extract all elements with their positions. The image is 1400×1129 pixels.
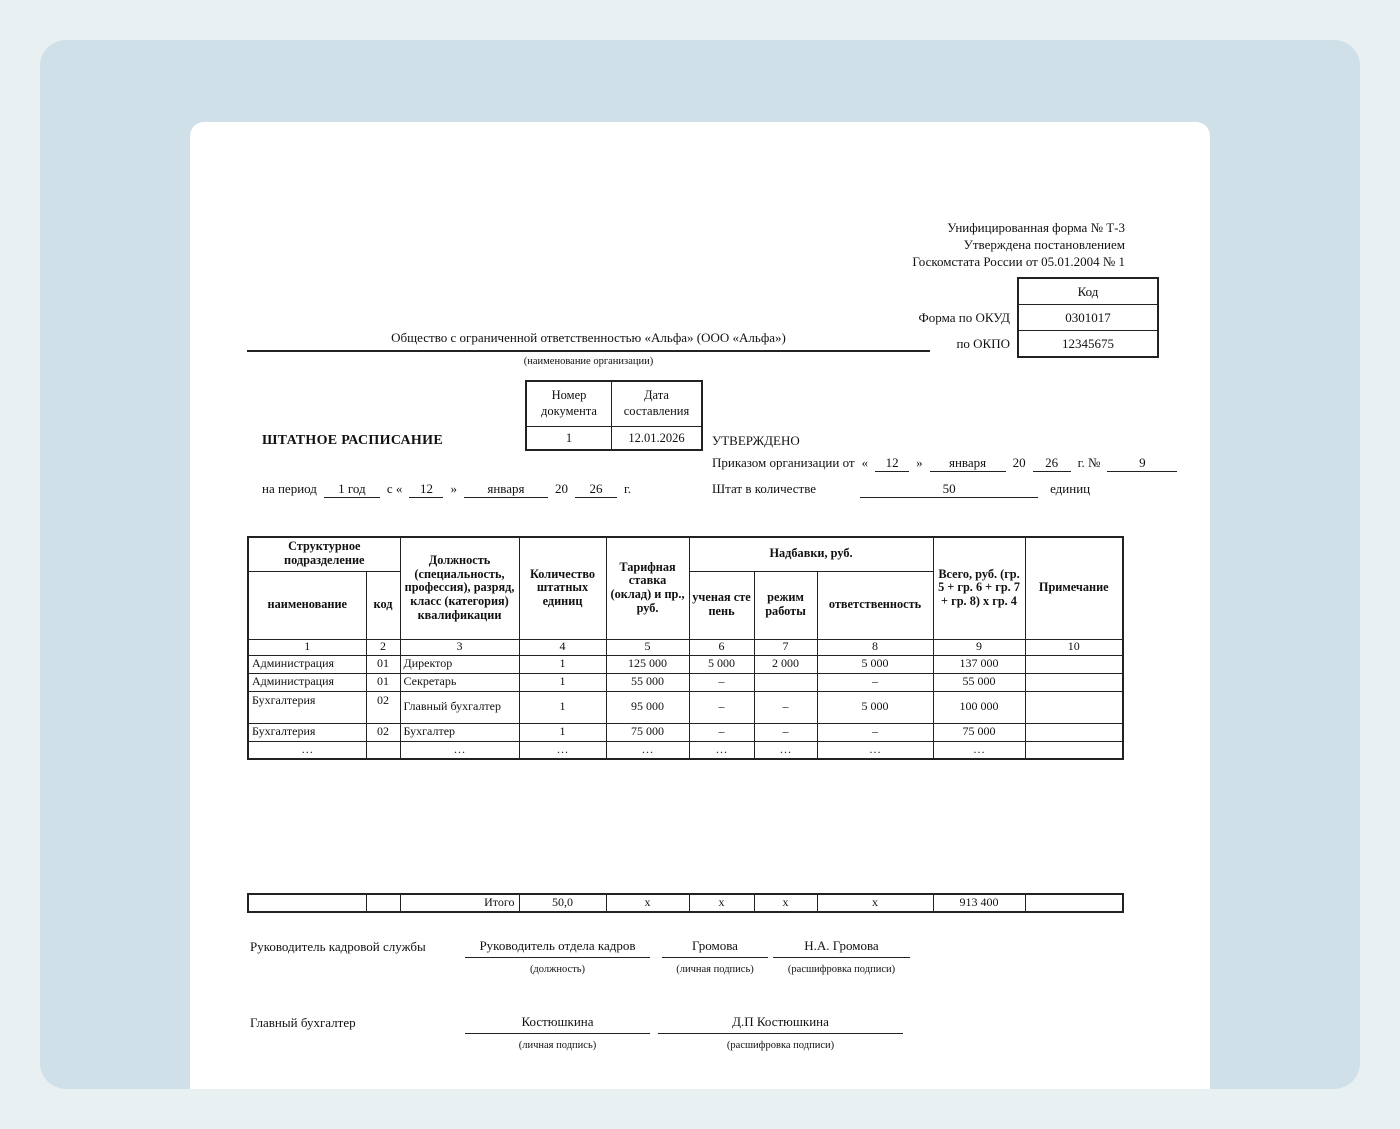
period-year-field: 26 <box>575 481 617 498</box>
table-cell: – <box>817 723 933 741</box>
hr-head-name-field: Н.А. Громова <box>773 936 910 958</box>
order-number-label: г. № <box>1077 455 1101 470</box>
col-number: 2 <box>366 639 400 655</box>
table-row <box>1018 278 1158 305</box>
period-line <box>262 481 631 498</box>
chief-accountant-role: Главный бухгалтер <box>250 1015 356 1030</box>
col-number: 10 <box>1025 639 1123 655</box>
order-number-field: 9 <box>1107 455 1177 472</box>
table-cell: x <box>689 894 754 912</box>
order-year-field: 26 <box>1033 455 1071 472</box>
period-label: на период <box>262 481 317 496</box>
header-code: код <box>366 571 400 639</box>
name-caption: (расшифровка подписи) <box>726 1040 835 1051</box>
header-name: наименование <box>248 571 366 639</box>
quote-close: » <box>916 455 923 470</box>
header-total: Всего, руб. (гр. 5 + гр. 6 + гр. 7 + гр. 8) х гр. 4 <box>933 537 1025 639</box>
table-cell: … <box>606 741 689 759</box>
table-cell: 125 000 <box>606 655 689 673</box>
table-cell: 100 000 <box>933 691 1025 723</box>
table-cell: 01 <box>366 655 400 673</box>
table-cell <box>1025 894 1123 912</box>
table-cell: … <box>400 741 519 759</box>
period-day-field: 12 <box>409 481 443 498</box>
table-cell: … <box>817 741 933 759</box>
table-row <box>248 655 1123 673</box>
table-cell: Главный бухгалтер <box>400 691 519 723</box>
order-century: 20 <box>1012 455 1026 470</box>
doc-number-value: 1 <box>526 427 612 451</box>
table-row <box>1018 305 1158 331</box>
form-meta-block <box>912 219 1125 270</box>
table-header-row <box>248 537 1123 571</box>
staff-count-field: 50 <box>860 481 1038 498</box>
table-cell: … <box>519 741 606 759</box>
doc-number-box <box>525 380 703 451</box>
table-cell: 5 000 <box>817 655 933 673</box>
col-number: 5 <box>606 639 689 655</box>
totals-table <box>247 893 1124 913</box>
col-number: 4 <box>519 639 606 655</box>
table-cell: – <box>754 691 817 723</box>
table-row <box>1018 331 1158 358</box>
table-cell: … <box>754 741 817 759</box>
table-cell: Бухгалтерия <box>248 723 366 741</box>
okud-value: 0301017 <box>1018 305 1158 331</box>
table-cell: 5 000 <box>689 655 754 673</box>
table-cell: x <box>817 894 933 912</box>
col-number: 9 <box>933 639 1025 655</box>
table-cell: – <box>689 723 754 741</box>
header-note: Примечание <box>1025 537 1123 639</box>
table-cell: Секретарь <box>400 673 519 691</box>
table-cell <box>1025 655 1123 673</box>
quote-open: « <box>861 455 869 470</box>
staffing-table <box>247 536 1124 760</box>
table-cell <box>248 894 366 912</box>
document-page <box>190 122 1210 1089</box>
table-cell: Администрация <box>248 673 366 691</box>
table-cell: 1 <box>519 655 606 673</box>
table-cell <box>366 894 400 912</box>
table-cell: 55 000 <box>933 673 1025 691</box>
table-cell: 01 <box>366 673 400 691</box>
table-cell <box>1025 673 1123 691</box>
col-number: 7 <box>754 639 817 655</box>
order-label: Приказом организации от <box>712 455 855 470</box>
period-century: 20 <box>554 481 568 496</box>
position-caption: (должность) <box>529 964 586 975</box>
order-day-field: 12 <box>875 455 909 472</box>
code-box <box>1017 277 1159 358</box>
staff-count-line <box>712 481 1090 498</box>
table-cell: 55 000 <box>606 673 689 691</box>
totals-count: 50,0 <box>519 894 606 912</box>
document-viewer-card <box>40 40 1360 1089</box>
table-cell: … <box>933 741 1025 759</box>
table-row <box>248 673 1123 691</box>
organization-name: Общество с ограниченной ответственностью «Альфа» (ООО «Альфа») <box>247 324 930 352</box>
hr-head-signature-field: Громова <box>662 936 768 958</box>
staff-units-label: единиц <box>1050 481 1091 496</box>
header-responsibility: ответственность <box>817 571 933 639</box>
table-cell: 1 <box>519 691 606 723</box>
col-number: 6 <box>689 639 754 655</box>
table-cell: Администрация <box>248 655 366 673</box>
table-cell: 137 000 <box>933 655 1025 673</box>
header-rate: Тарифная ставка (оклад) и пр., руб. <box>606 537 689 639</box>
table-cell <box>1025 741 1123 759</box>
header-position: Должность (специальность, профессия), разряд, класс (категория) квалификации <box>400 537 519 639</box>
table-cell: – <box>817 673 933 691</box>
totals-sum: 913 400 <box>933 894 1025 912</box>
staff-count-label: Штат в количестве <box>712 481 817 496</box>
doc-date-value: 12.01.2026 <box>612 427 703 451</box>
table-cell <box>1025 691 1123 723</box>
table-cell: 1 <box>519 723 606 741</box>
table-row <box>248 723 1123 741</box>
doc-date-header: Дата составления <box>612 381 703 427</box>
table-cell: … <box>248 741 366 759</box>
table-cell: 1 <box>519 673 606 691</box>
table-row <box>248 691 1123 723</box>
col-number: 8 <box>817 639 933 655</box>
period-month-field: января <box>464 481 548 498</box>
header-count: Количество штатных единиц <box>519 537 606 639</box>
table-cell: – <box>689 673 754 691</box>
table-cell: x <box>754 894 817 912</box>
okpo-label: по ОКПО <box>956 336 1010 351</box>
table-cell <box>366 741 400 759</box>
totals-row <box>248 894 1123 912</box>
hr-head-role: Руководитель кадровой службы <box>250 939 426 954</box>
table-cell: – <box>689 691 754 723</box>
order-line <box>712 455 1177 472</box>
order-month-field: января <box>930 455 1006 472</box>
table-cell: Директор <box>400 655 519 673</box>
period-year-suffix: г. <box>623 481 632 496</box>
organization-caption: (наименование организации) <box>523 356 654 367</box>
period-value-field: 1 год <box>324 481 380 498</box>
period-quote-close: » <box>450 481 457 496</box>
table-cell: 75 000 <box>606 723 689 741</box>
page-title: ШТАТНОЕ РАСПИСАНИЕ <box>262 433 443 448</box>
doc-number-header: Номер документа <box>526 381 612 427</box>
table-cell: x <box>606 894 689 912</box>
table-cell: Бухгалтерия <box>248 691 366 723</box>
table-cell: 02 <box>366 691 400 723</box>
name-caption: (расшифровка подписи) <box>787 964 896 975</box>
table-cell: – <box>754 723 817 741</box>
signature-caption: (личная подпись) <box>518 1040 597 1051</box>
column-numbers-row <box>248 639 1123 655</box>
header-allowances-group: Надбавки, руб. <box>689 537 933 571</box>
table-cell: 95 000 <box>606 691 689 723</box>
table-row <box>526 427 702 451</box>
table-row <box>526 381 702 427</box>
table-cell: Бухгалтер <box>400 723 519 741</box>
accountant-name-field: Д.П Костюшкина <box>658 1012 903 1034</box>
header-struct-group: Структурное подразделение <box>248 537 400 571</box>
totals-label: Итого <box>400 894 519 912</box>
table-cell: … <box>689 741 754 759</box>
okpo-value: 12345675 <box>1018 331 1158 358</box>
form-meta-line: Госкомстата России от 05.01.2004 № 1 <box>912 254 1125 269</box>
header-degree: ученая степень <box>689 571 754 639</box>
form-meta-line: Унифицированная форма № Т-3 <box>947 220 1125 235</box>
approved-label: УТВЕРЖДЕНО <box>712 433 800 448</box>
hr-head-position-field: Руководитель отдела кадров <box>465 936 650 958</box>
signature-caption: (личная подпись) <box>676 964 754 975</box>
header-mode: режим работы <box>754 571 817 639</box>
table-cell <box>754 673 817 691</box>
table-cell: 5 000 <box>817 691 933 723</box>
col-number: 1 <box>248 639 366 655</box>
code-box-header: Код <box>1018 278 1158 305</box>
period-from: с « <box>386 481 403 496</box>
accountant-signature-field: Костюшкина <box>465 1012 650 1034</box>
table-cell: 2 000 <box>754 655 817 673</box>
okud-label: Форма по ОКУД <box>918 310 1010 325</box>
table-cell <box>1025 723 1123 741</box>
table-cell: 02 <box>366 723 400 741</box>
col-number: 3 <box>400 639 519 655</box>
table-cell: 75 000 <box>933 723 1025 741</box>
table-row <box>248 741 1123 759</box>
form-meta-line: Утверждена постановлением <box>963 237 1125 252</box>
